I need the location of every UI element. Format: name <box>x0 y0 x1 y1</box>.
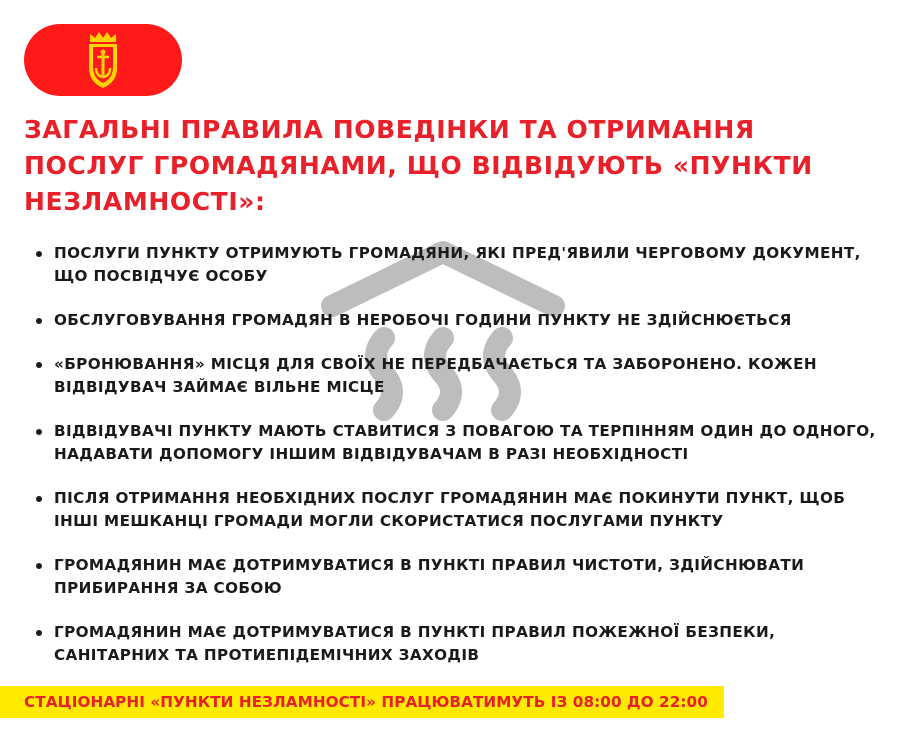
rule-text: ВІДВІДУВАЧІ ПУНКТУ МАЮТЬ СТАВИТИСЯ З ПОВАГОЮ ТА ТЕРПІННЯМ ОДИН ДО ОДНОГО, НАДАВАТИ ДОПОМОГУ ІНШИМ ВІДВІДУВАЧАМ В РАЗІ НЕОБХІДНОСТІ <box>54 422 876 463</box>
rule-text: ГРОМАДЯНИН МАЄ ДОТРИМУВАТИСЯ В ПУНКТІ ПРАВИЛ ПОЖЕЖНОЇ БЕЗПЕКИ, САНІТАРНИХ ТА ПРОТИЕПІДЕМІЧНИХ ЗАХОДІВ <box>54 623 776 664</box>
bullet <box>36 563 42 569</box>
rule-text: ОБСЛУГОВУВАННЯ ГРОМАДЯН В НЕРОБОЧІ ГОДИНИ ПУНКТУ НЕ ЗДІЙСНЮЄТЬСЯ <box>54 311 792 329</box>
rule-text: ПОСЛУГИ ПУНКТУ ОТРИМУЮТЬ ГРОМАДЯНИ, ЯКІ ПРЕД'ЯВИЛИ ЧЕРГОВОМУ ДОКУМЕНТ, ЩО ПОСВІДЧУЄ ОСОБУ <box>54 244 861 285</box>
bullet <box>36 362 42 368</box>
bullet <box>36 496 42 502</box>
bullet <box>36 630 42 636</box>
rule-item <box>34 621 884 667</box>
rule-item <box>34 554 884 600</box>
bullet <box>36 318 42 324</box>
page-title: ЗАГАЛЬНІ ПРАВИЛА ПОВЕДІНКИ ТА ОТРИМАННЯ ПОСЛУГ ГРОМАДЯНАМИ, ЩО ВІДВІДУЮТЬ «ПУНКТИ НЕЗЛАМНОСТІ»: <box>24 115 813 216</box>
rule-item <box>34 487 884 533</box>
rule-text: «БРОНЮВАННЯ» МІСЦЯ ДЛЯ СВОЇХ НЕ ПЕРЕДБАЧАЄТЬСЯ ТА ЗАБОРОНЕНО. КОЖЕН ВІДВІДУВАЧ ЗАЙМАЄ ВІЛЬНЕ МІСЦЕ <box>54 355 817 396</box>
rule-text: ГРОМАДЯНИН МАЄ ДОТРИМУВАТИСЯ В ПУНКТІ ПРАВИЛ ЧИСТОТИ, ЗДІЙСНЮВАТИ ПРИБИРАННЯ ЗА СОБОЮ <box>54 556 805 597</box>
bullet <box>36 251 42 257</box>
rule-text: ПІСЛЯ ОТРИМАННЯ НЕОБХІДНИХ ПОСЛУГ ГРОМАДЯНИН МАЄ ПОКИНУТИ ПУНКТ, ЩОБ ІНШІ МЕШКАНЦІ ГРОМАДИ МОГЛИ СКОРИСТАТИСЯ ПОСЛУГАМИ ПУНКТУ <box>54 489 846 530</box>
rule-item <box>34 420 884 466</box>
working-hours-text: СТАЦІОНАРНІ «ПУНКТИ НЕЗЛАМНОСТІ» ПРАЦЮВАТИМУТЬ ІЗ 08:00 ДО 22:00 <box>24 693 708 711</box>
logo-badge <box>24 24 182 96</box>
rules-list <box>34 242 884 688</box>
rule-item <box>34 309 884 332</box>
working-hours-banner <box>0 686 724 718</box>
city-coat-of-arms-icon <box>86 30 120 90</box>
rule-item <box>34 353 884 399</box>
bullet <box>36 429 42 435</box>
rule-item <box>34 242 884 288</box>
